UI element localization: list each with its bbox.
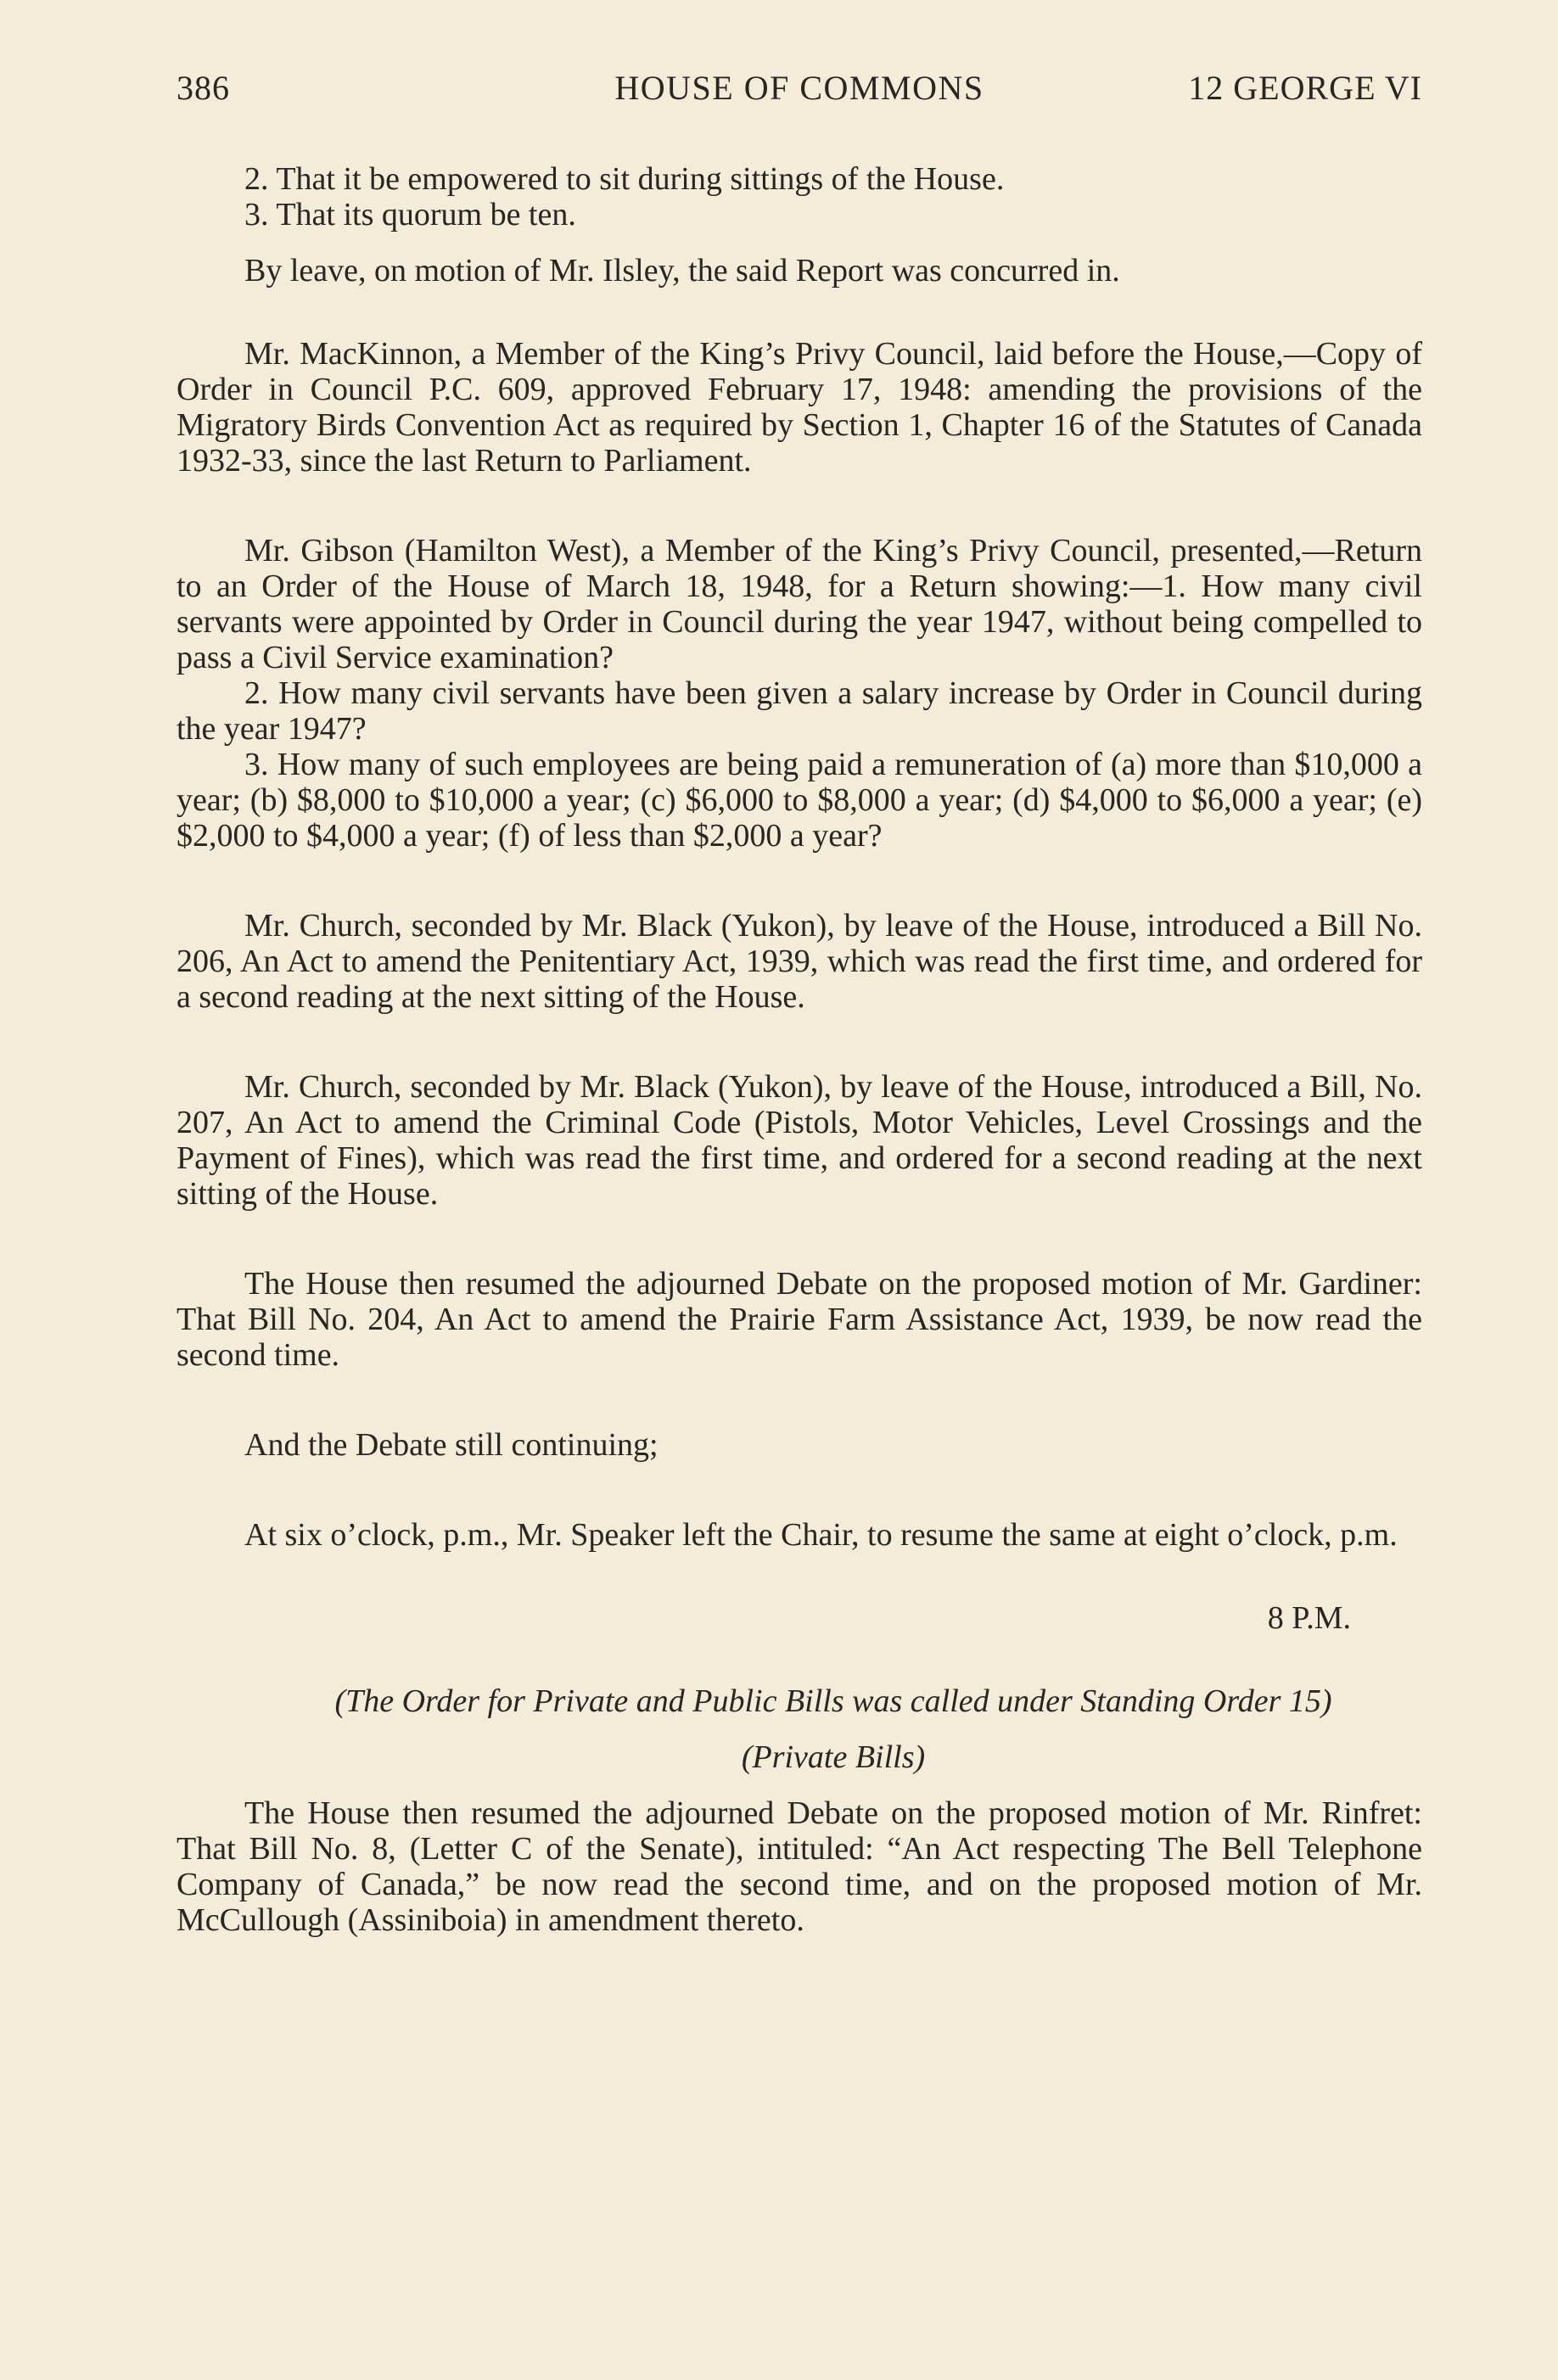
running-title: HOUSE OF COMMONS — [614, 69, 984, 107]
paragraph: Mr. Church, seconded by Mr. Black (Yukon), by leave of the House, introduced a Bill No. 206, An Act to amend the Penitentiary Act, 1939, which was read the first time, and ordered for a second reading at the next sitting of the House. — [177, 908, 1422, 1015]
order-note: (The Order for Private and Public Bills was called under Standing Order 15) — [334, 1683, 1332, 1719]
regnal-year: 12 GEORGE VI — [1188, 69, 1422, 107]
paragraph: The House then resumed the adjourned Debate on the proposed motion of Mr. Rinfret: That Bill No. 8, (Letter C of the Senate), intituled: “An Act respecting The Bell Telephone Company of Canada,” be now read the second time, and on the proposed motion of Mr. McCullough (Assiniboia) in amendment thereto. — [177, 1795, 1422, 1938]
page-header — [177, 68, 1422, 119]
paragraph: 3. How many of such employees are being paid a remuneration of (a) more than $10,000 a year; (b) $8,000 to $10,000 a year; (c) $6,000 to $8,000 a year; (d) $4,000 to $6,000 a year; (e) $2,000 to $4,000 a year; (f) of less than $2,000 a year? — [177, 747, 1422, 854]
paragraph: 2. That it be empowered to sit during sittings of the House. — [244, 161, 1005, 197]
page-body — [177, 161, 1422, 1938]
paragraph: Mr. Church, seconded by Mr. Black (Yukon), by leave of the House, introduced a Bill, No. 207, An Act to amend the Criminal Code (Pistols, Motor Vehicles, Level Crossings and the Payment of Fines), which was read the first time, and ordered for a second reading at the next sitting of the House. — [177, 1069, 1422, 1212]
page-number: 386 — [177, 69, 230, 107]
paragraph: At six o’clock, p.m., Mr. Speaker left the Chair, to resume the same at eight o’clock, p.m. — [244, 1517, 1398, 1553]
paragraph: 3. That its quorum be ten. — [244, 197, 576, 232]
paragraph: 2. How many civil servants have been given a salary increase by Order in Council during the year 1947? — [177, 675, 1422, 747]
journal-page — [177, 68, 1422, 2308]
private-bills-heading: (Private Bills) — [741, 1739, 926, 1775]
paragraph: Mr. Gibson (Hamilton West), a Member of the King’s Privy Council, presented,—Return to an Order of the House of March 18, 1948, for a Return showing:—1. How many civil servants were appointed by Order in Council during the year 1947, without being compelled to pass a Civil Service examination? — [177, 533, 1422, 675]
paragraph: The House then resumed the adjourned Debate on the proposed motion of Mr. Gardiner: That Bill No. 204, An Act to amend the Prairie Farm Assistance Act, 1939, be now read the second time. — [177, 1266, 1422, 1373]
paragraph: And the Debate still continuing; — [244, 1427, 659, 1463]
paragraph: Mr. MacKinnon, a Member of the King’s Privy Council, laid before the House,—Copy of Order in Council P.C. 609, approved February 17, 1948: amending the provisions of the Migratory Birds Convention Act as required by Section 1, Chapter 16 of the Statutes of Canada 1932-33, since the last Return to Parliament. — [177, 336, 1422, 479]
paragraph: By leave, on motion of Mr. Ilsley, the said Report was concurred in. — [244, 253, 1120, 288]
time-heading: 8 P.M. — [1267, 1600, 1351, 1636]
